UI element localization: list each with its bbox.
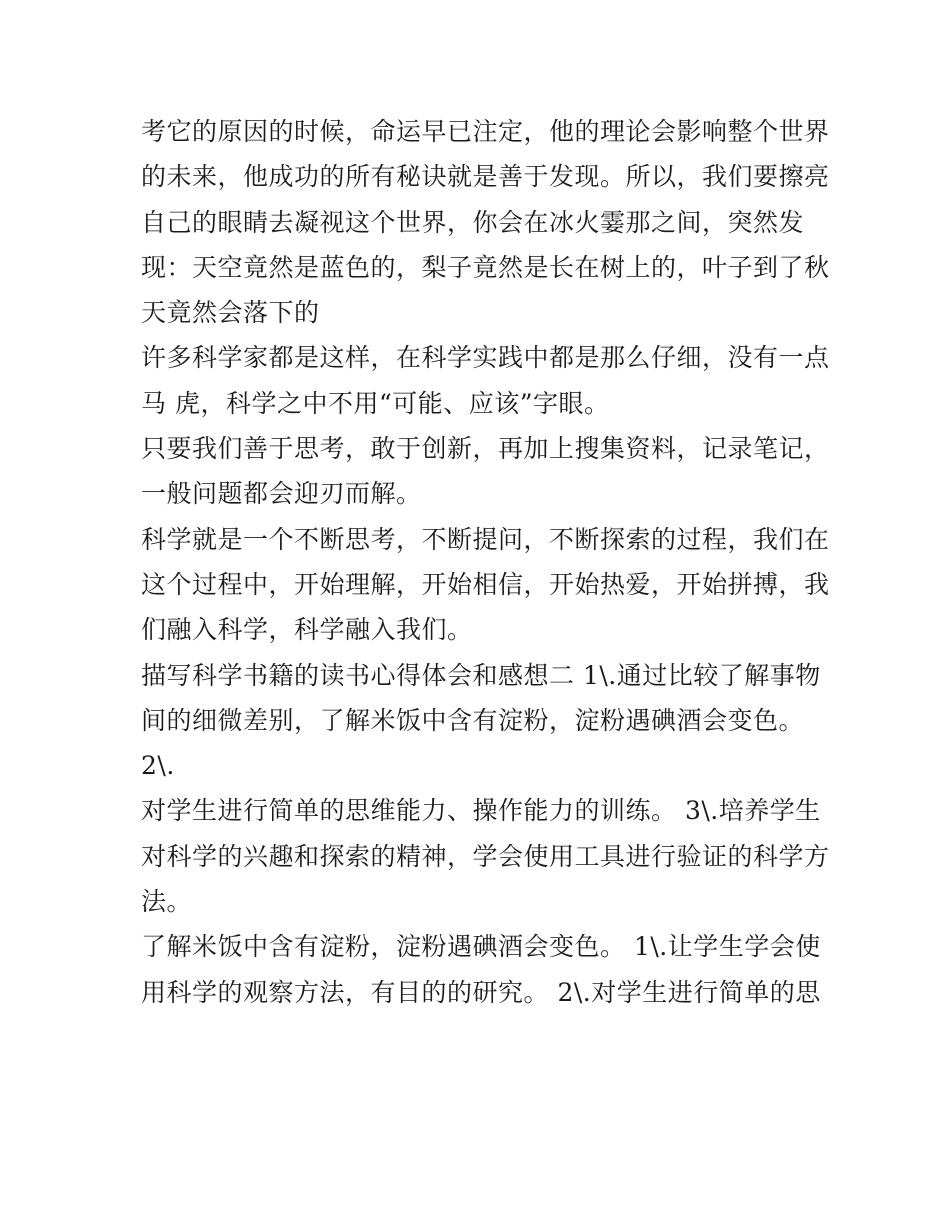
text-line: 现：天空竟然是蓝色的，梨子竟然是长在树上的，叶子到了秋 — [141, 252, 830, 282]
text-line: 天竟然会落下的 — [141, 298, 320, 328]
text-line: 了解米饭中含有淀粉，淀粉遇碘酒会变色。 1\.让学生学会使 — [141, 932, 821, 962]
text-line: 只要我们善于思考，敢于创新，再加上搜集资料，记录笔记， — [141, 434, 830, 464]
text-line: 考它的原因的时候，命运早已注定，他的理论会影响整个世界 — [141, 117, 830, 146]
text-line: 描写科学书籍的读书心得体会和感想二 1\.通过比较了解事物 — [141, 660, 821, 690]
text-line: 这个过程中，开始理解，开始相信，开始热爱，开始拼搏，我 — [141, 569, 830, 599]
text-line: 科学就是一个不断思考，不断提问，不断探索的过程，我们在 — [141, 524, 830, 554]
text-line: 2\. — [141, 751, 175, 781]
text-line: 许多科学家都是这样，在科学实践中都是那么仔细，没有一点 — [141, 343, 830, 373]
text-line: 们融入科学，科学融入我们。 — [141, 615, 473, 645]
text-line: 一般问题都会迎刃而解。 — [141, 479, 422, 509]
text-line: 马 虎，科学之中不用“可能、应该”字眼。 — [141, 388, 610, 418]
text-line: 法。 — [141, 887, 193, 917]
text-line: 对科学的兴趣和探索的精神，学会使用工具进行验证的科学方 — [141, 841, 830, 871]
text-line: 的未来，他成功的所有秘诀就是善于发现。所以，我们要擦亮 — [141, 162, 830, 192]
text-line: 自己的眼睛去凝视这个世界，你会在冰火霎那之间，突然发 — [141, 207, 805, 237]
body-text — [141, 109, 830, 1015]
text-line: 间的细微差别，了解米饭中含有淀粉，淀粉遇碘酒会变色。 — [141, 705, 805, 735]
text-line: 用科学的观察方法，有目的的研究。 2\.对学生进行简单的思 — [141, 977, 821, 1007]
text-line: 对学生进行简单的思维能力、操作能力的训练。 3\.培养学生 — [141, 796, 821, 826]
